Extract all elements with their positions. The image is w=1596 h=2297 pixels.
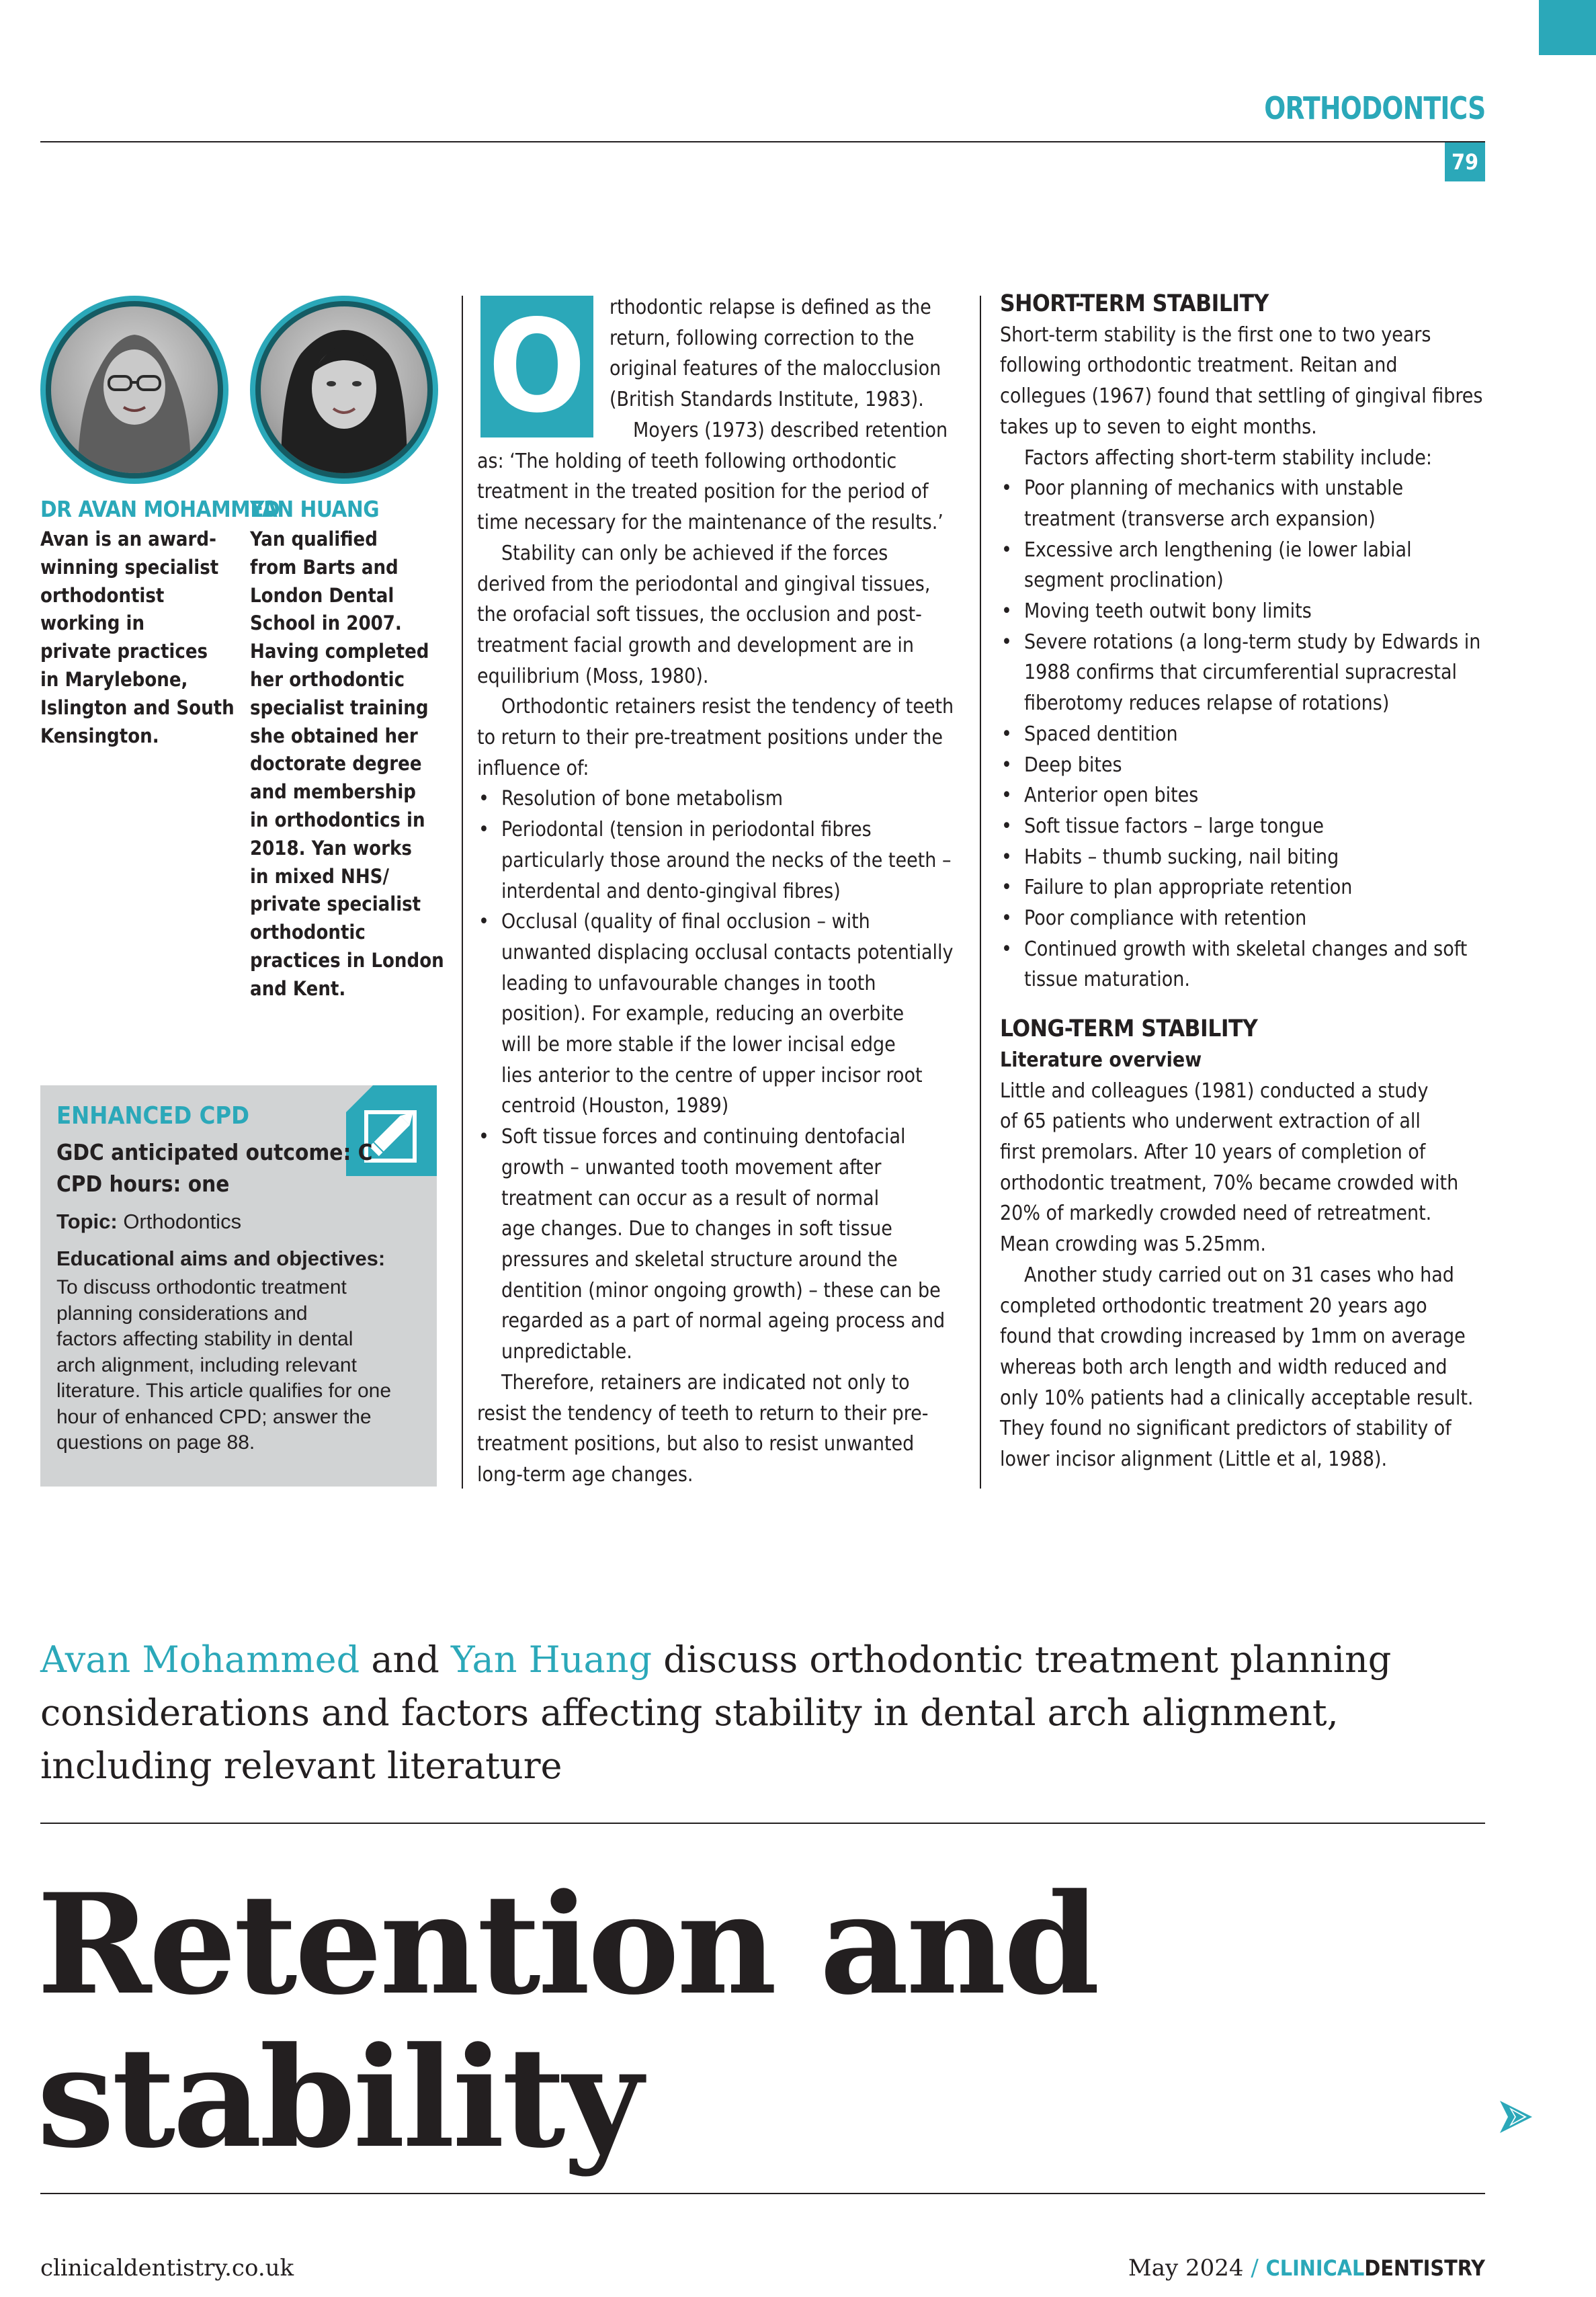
author-photo-avan [40, 296, 228, 484]
heading-long-term-stability: LONG-TERM STABILITY [1000, 1015, 1258, 1043]
list-item: • Failure to plan appropriate retention [1000, 872, 1497, 903]
standfirst-author-avan: Avan Mohammed [40, 1638, 360, 1681]
list-item: • Continued growth with skeletal changes and soft tissue maturation. [1000, 934, 1497, 995]
footer-website: clinicaldentistry.co.uk [40, 2255, 294, 2282]
list-item: • Habits – thumb sucking, nail biting [1000, 842, 1497, 873]
continue-arrow-icon [1500, 2101, 1532, 2133]
cpd-topic: Topic: Orthodontics [56, 1210, 242, 1233]
standfirst-rule [40, 1823, 1485, 1824]
cpd-box [40, 1085, 437, 1487]
author-photo-yan [250, 296, 438, 484]
author-name-avan: DR AVAN MOHAMMED [40, 496, 280, 522]
cpd-title: ENHANCED CPD [56, 1102, 249, 1130]
list-item: • Excessive arch lengthening (ie lower labial segment proclination) [1000, 535, 1497, 596]
cpd-hours: CPD hours: one [56, 1171, 230, 1197]
header-rule [40, 141, 1485, 142]
footer-issue: May 2024 / CLINICALDENTISTRY [1128, 2255, 1485, 2282]
cpd-aims-heading: Educational aims and objectives: [56, 1247, 386, 1270]
author-bio-yan: Yan qualified from Barts and London Dental School in 2007. Having completed her orthodontic specialist training she obtained her doctorate degree and membership in orthodontics in 2018. Yan works in mixed NHS/ private specialist orthodontic practices in London and Kent. [250, 528, 444, 1000]
cpd-aims: To discuss orthodontic treatment planning considerations and factors affecting stability in dental arch alignment, including relevant literature. This article qualifies for one hour of enhanced CPD; answer the questions on page 88. [56, 1276, 392, 1454]
page-title: Retention and stability [37, 1864, 1097, 2179]
corner-tab [1539, 0, 1596, 55]
author-portrait-yan [261, 306, 427, 473]
list-item: • Spaced dentition [1000, 719, 1497, 750]
page-number: 79 [1445, 142, 1485, 181]
list-item: • Poor compliance with retention [1000, 903, 1497, 934]
column-rule-left [462, 296, 463, 1489]
retainer-factors-list [477, 784, 968, 1367]
intro-paragraph-first: rthodontic relapse is defined as the return, following correction to the original features of the malocclusion (British Standards Institute, 1983). [610, 296, 941, 412]
list-item: • Occlusal (quality of final occlusion – with unwanted displacing occlusal contacts potentially leading to unfavourable changes in tooth position). For example, reducing an overbite will be more stable if the lower incisal edge lies anterior to the centre of upper incisor root centroid (Houston, 1989) [477, 907, 968, 1122]
author-bio-avan: Avan is an award- winning specialist orthodontist working in private practices in Marylebone, Islington and South Kensington. [40, 528, 235, 747]
cpd-outcome: GDC anticipated outcome: C [56, 1139, 373, 1165]
short-term-factors-list [1000, 473, 1497, 995]
list-item: • Resolution of bone metabolism [477, 784, 968, 815]
standfirst: Avan Mohammed and Yan Huang discuss orthodontic treatment planning considerations and factors affecting stability in dental arch alignment, including relevant literature [40, 1638, 1392, 1787]
body-column-2: SHORT-TERM STABILITY Short-term stability is the first one to two years following orthodontic treatment. Reitan and collegues (1967) found that settling of gingival fibres takes up to seven to eight months. Factors affecting short-term stability include: • Poor planning of mechanics with unstable treatment (transverse arch expansion) • Excessive arch lengthening (ie lower labial segment proclination) • Moving teeth outwit bony limits • Severe rotations (a long-term study by Edwards in 1988 confirms that circumferential supracrestal fiberotomy reduces relapse of rotations) • Spaced dentition • Deep bites • Anterior open bites • Soft tissue factors – large tongue • Habits – thumb sucking, nail biting • Failure to plan appropriate retention • Poor compliance with retention • Continued growth with skeletal changes and soft tissue maturation. LONG-TERM STABILITY Literature overview Little and colleagues (1981) conducted a study of 65 patients who underwent extraction of all first premolars. After 10 years of completion of orthodontic treatment, 70% became crowded with 20% of markedly crowded need of retreatment. Mean crowding was 5.25mm. Another study carried out on 31 cases who had completed orthodontic treatment 20 years ago found that crowding increased by 1mm on average whereas both arch length and width reduced and only 10% patients had a clinically acceptable result. They found no significant predictors of stability of lower incisor alignment (Little et al, 1988). [1000, 289, 1497, 1475]
list-item: • Anterior open bites [1000, 780, 1497, 811]
body-column-1: Moyers (1973) described retention as: ‘The holding of teeth following orthodontic treatment in the treated position for the period of time necessary for the maintenance of the results.’ Stability can only be achieved if the forces derived from the periodontal and gingival tissues, the orofacial soft tissues, the occlusion and post- treatment facial growth and development are in equilibrium (Moss, 1980). Orthodontic retainers resist the tendency of teeth to return to their pre-treatment positions under the influence of: • Resolution of bone metabolism • Periodontal (tension in periodontal fibres particularly those around the necks of the teeth – interdental and dento-gingival fibres) • Occlusal (quality of final occlusion – with unwanted displacing occlusal contacts potentially leading to unfavourable changes in tooth position). For example, reducing an overbite will be more stable if the lower incisal edge lies anterior to the centre of upper incisor root centroid (Houston, 1989) • Soft tissue forces and continuing dentofacial growth – unwanted tooth movement after treatment can occur as a result of normal age changes. Due to changes in soft tissue pressures and skeletal structure around the dentition (minor ongoing growth) – these can be regarded as a part of normal ageing process and unpredictable. Therefore, retainers are indicated not only to resist the tendency of teeth to return to their pre- treatment positions, but also to resist unwanted long-term age changes. [477, 415, 968, 1491]
author-name-yan: YAN HUANG [250, 496, 380, 522]
drop-cap: O [480, 296, 593, 437]
list-item: • Soft tissue forces and continuing dentofacial growth – unwanted tooth movement after treatment can occur as a result of normal age changes. Due to changes in soft tissue pressures and skeletal structure around the dentition (minor ongoing growth) – these can be regarded as a part of normal ageing process and unpredictable. [477, 1122, 968, 1368]
list-item: • Periodontal (tension in periodontal fibres particularly those around the necks of the teeth – interdental and dento-gingival fibres) [477, 815, 968, 907]
column-rule-right [980, 296, 981, 1489]
list-item: • Soft tissue factors – large tongue [1000, 811, 1497, 842]
list-item: • Poor planning of mechanics with unstable treatment (transverse arch expansion) [1000, 473, 1497, 534]
standfirst-author-yan: Yan Huang [451, 1638, 653, 1681]
section-label: ORTHODONTICS [1263, 90, 1485, 126]
list-item: • Severe rotations (a long-term study by Edwards in 1988 confirms that circumferential supracrestal fiberotomy reduces relapse of rotations) [1000, 627, 1497, 719]
list-item: • Moving teeth outwit bony limits [1000, 596, 1497, 627]
heading-literature-overview: Literature overview [1000, 1048, 1202, 1072]
footer-rule [40, 2193, 1485, 2194]
heading-short-term-stability: SHORT-TERM STABILITY [1000, 290, 1269, 317]
author-portrait-avan [51, 306, 218, 473]
list-item: • Deep bites [1000, 750, 1497, 781]
